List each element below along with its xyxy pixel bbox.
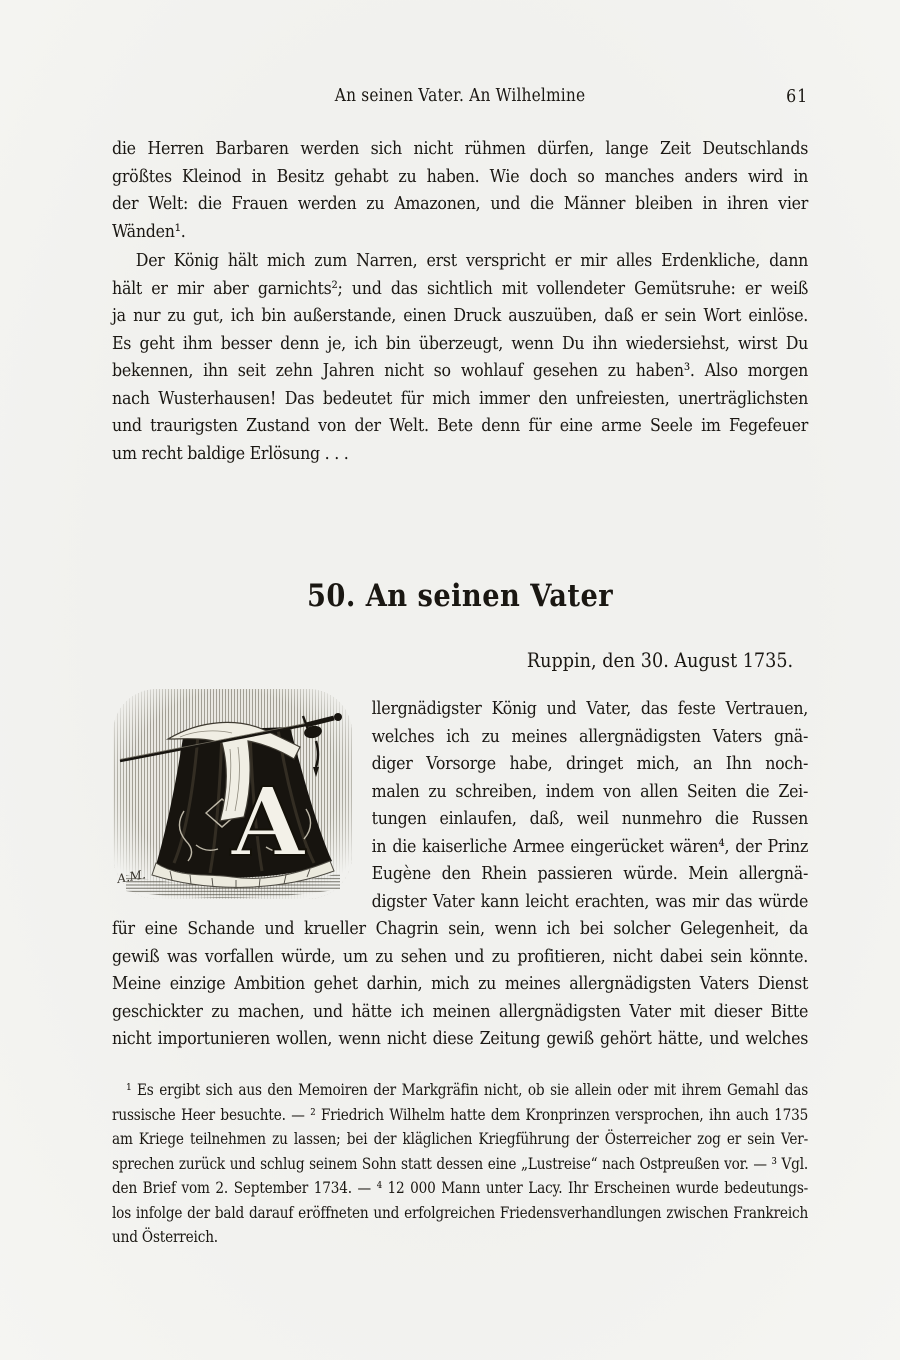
text-line: Meine einzige Ambition gehet darhin, mich zu meines allergnädigsten Vaters Dienst xyxy=(112,973,809,994)
running-title: An seinen Vater. An Wilhelmine xyxy=(334,86,586,106)
text-line: die Herren Barbaren werden sich nicht rühmen dürfen, lange Zeit Deutschlands xyxy=(112,138,809,159)
text-line: Eugène den Rhein passieren würde. Mein allergnä- xyxy=(371,863,809,884)
artist-monogram: A.M. xyxy=(116,867,147,886)
text-line: welches ich zu meines allergnädigsten Vaters gnä- xyxy=(371,725,809,747)
footnote-line: ¹ Es ergibt sich aus den Memoiren der Markgräfin nicht, ob sie allein oder mit ihrem Gemahl das xyxy=(126,1081,809,1099)
text-line: für eine Schande und krueller Chagrin sein, wenn ich bei solcher Gelegenheit, da xyxy=(112,918,809,939)
text-line: geschickter zu machen, und hätte ich meinen allergnädigsten Vater mit dieser Bitte xyxy=(112,1000,809,1022)
letter-body xyxy=(112,695,900,1053)
letter-dateline xyxy=(112,648,900,672)
dateline-text: Ruppin, den 30. August 1735. xyxy=(526,648,794,672)
paragraph-continuation xyxy=(112,135,900,245)
text-line: größtes Kleinod in Besitz gehabt zu haben. Wie doch so manches anders wird in xyxy=(112,165,809,187)
footnotes xyxy=(112,1078,900,1250)
footnote-line: russische Heer besuchte. — ² Friedrich Wilhelm hatte dem Kronprinzen versprochen, ihn auch 1735 xyxy=(112,1105,809,1124)
footnote-line: sprechen zurück und schlug seinem Sohn statt dessen eine „Lustreise“ nach Ostpreußen vor. — ³ Vgl. xyxy=(112,1154,809,1173)
text-line: in die kaiserliche Armee eingerücket wären⁴, der Prinz xyxy=(371,835,809,857)
drop-cap-letter: A xyxy=(231,767,305,878)
text-line: nicht importunieren wollen, wenn nicht diese Zeitung gewiß gehört hätte, und welches xyxy=(112,1028,809,1049)
text-line: gewiß was vorfallen würde, um zu sehen und zu profitieren, nicht dabei sein könnte. xyxy=(112,945,809,967)
text-line: Es geht ihm besser denn je, ich bin überzeugt, wenn Du ihn wiedersiehst, wirst Du xyxy=(112,332,809,354)
page-number: 61 xyxy=(786,86,809,107)
text-line: ja nur zu gut, ich bin außerstande, einen Druck auszuüben, daß er sein Wort einlöse. xyxy=(112,305,809,326)
text-line: der Welt: die Frauen werden zu Amazonen, und die Männer bleiben in ihren vier xyxy=(112,193,809,214)
footnote-line: den Brief vom 2. September 1734. — ⁴ 12 000 Mann unter Lacy. Ihr Erscheinen wurde bedeutungs- xyxy=(112,1179,809,1197)
text-line: malen zu schreiben, indem von allen Seiten die Zei- xyxy=(371,780,809,802)
paragraph-koenig xyxy=(112,247,900,467)
engraving-spacer xyxy=(112,695,372,915)
text-line: bekennen, ihn seit zehn Jahren nicht so wohlauf gesehen zu haben³. Also morgen xyxy=(112,360,809,381)
text-line: hält er mir aber garnichts²; und das sichtlich mit vollendeter Gemütsruhe: er weiß xyxy=(112,277,809,299)
footnote-line: am Kriege teilnehmen zu lassen; bei der kläglichen Kriegführung der Österreicher zog er sein Ver- xyxy=(112,1130,809,1148)
footnote-line: und Österreich. xyxy=(112,1228,218,1246)
page-header xyxy=(112,86,900,110)
text-line: Wänden¹. xyxy=(112,220,186,242)
text-line: nach Wusterhausen! Das bedeutet für mich immer den unfreiesten, unerträglichsten xyxy=(112,387,809,409)
footnote-line: los infolge der bald darauf eröffneten und erfolgreichen Friedensverhandlungen zwischen Frankreich xyxy=(112,1203,809,1222)
text-line: diger Vorsorge habe, dringet mich, an Ihn noch- xyxy=(371,753,809,774)
text-line: digster Vater kann leicht erachten, was mir das würde xyxy=(371,890,809,912)
section-title: 50. An seinen Vater xyxy=(306,578,614,614)
text-line: tungen einlaufen, daß, weil nunmehro die Russen xyxy=(371,808,809,829)
text-line: llergnädigster König und Vater, das feste Vertrauen, xyxy=(371,698,809,719)
text-line: um recht baldige Erlösung . . . xyxy=(112,442,349,464)
text-line: und traurigsten Zustand von der Welt. Bete denn für eine arme Seele im Fegefeuer xyxy=(112,415,809,436)
section-heading xyxy=(112,578,900,614)
text-line: Der König hält mich zum Narren, erst verspricht er mir alles Erdenkliche, dann xyxy=(135,250,809,271)
